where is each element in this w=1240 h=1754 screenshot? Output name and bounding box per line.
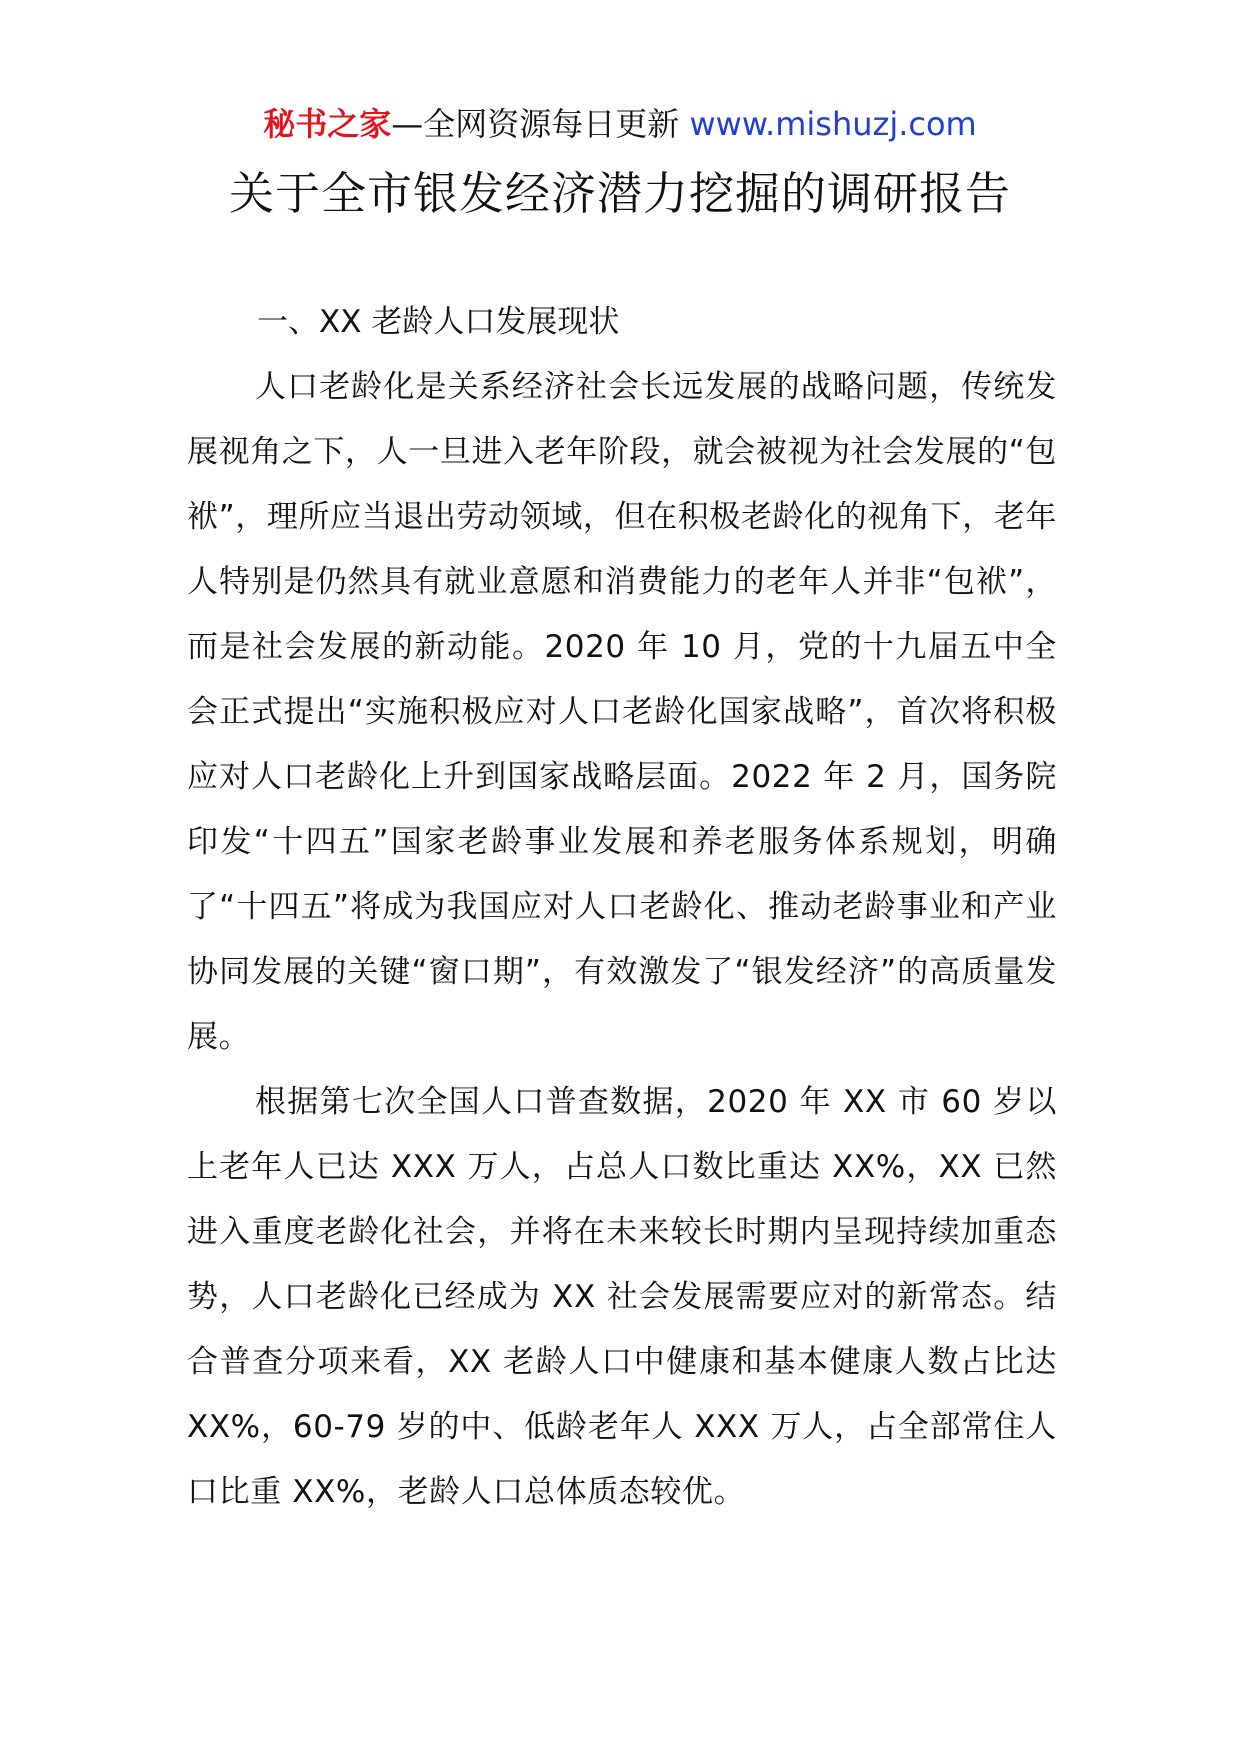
document-title: 关于全市银发经济潜力挖掘的调研报告 [228, 167, 1011, 220]
site-header [0, 100, 1240, 148]
document-body [187, 290, 1057, 1525]
header-slogan: —全网资源每日更新 [391, 105, 690, 143]
body-paragraph-1: 人口老龄化是关系经济社会长远发展的战略问题，传统发展视角之下，人一旦进入老年阶段，就会被视为社会发展的“包袱”，理所应当退出劳动领域，但在积极老龄化的视角下，老年人特别是仍然具有就业意愿和消费能力的老年人并非“包袱”，而是社会发展的新动能。2020 年 10 月，党的十九届五中全会正式提出“实施积极应对人口老龄化国家战略”，首次将积极应对人口老龄化上升到国家战略层面。2022 年 2 月，国务院印发“十四五”国家老龄事业发展和养老服务体系规划，明确了“十四五”将成为我国应对人口老龄化、推动老龄事业和产业协同发展的关键“窗口期”，有效激发了“银发经济”的高质量发展。 [187, 369, 1057, 1055]
body-paragraph-2: 根据第七次全国人口普查数据，2020 年 XX 市 60 岁以上老年人已达 XXX 万人，占总人口数比重达 XX%，XX 已然进入重度老龄化社会，并将在未来较长时期内呈现持续加重态势，人口老龄化已经成为 XX 社会发展需要应对的新常态。结合普查分项来看，XX 老龄人口中健康和基本健康人数占比达 XX%，60-79 岁的中、低龄老年人 XXX 万人，占全部常住人口比重 XX%，老龄人口总体质态较优。 [187, 1084, 1057, 1510]
section-heading: 一、XX 老龄人口发展现状 [257, 304, 620, 340]
brand-name: 秘书之家 [263, 105, 392, 143]
site-url-link[interactable]: www.mishuzj.com [689, 105, 977, 143]
